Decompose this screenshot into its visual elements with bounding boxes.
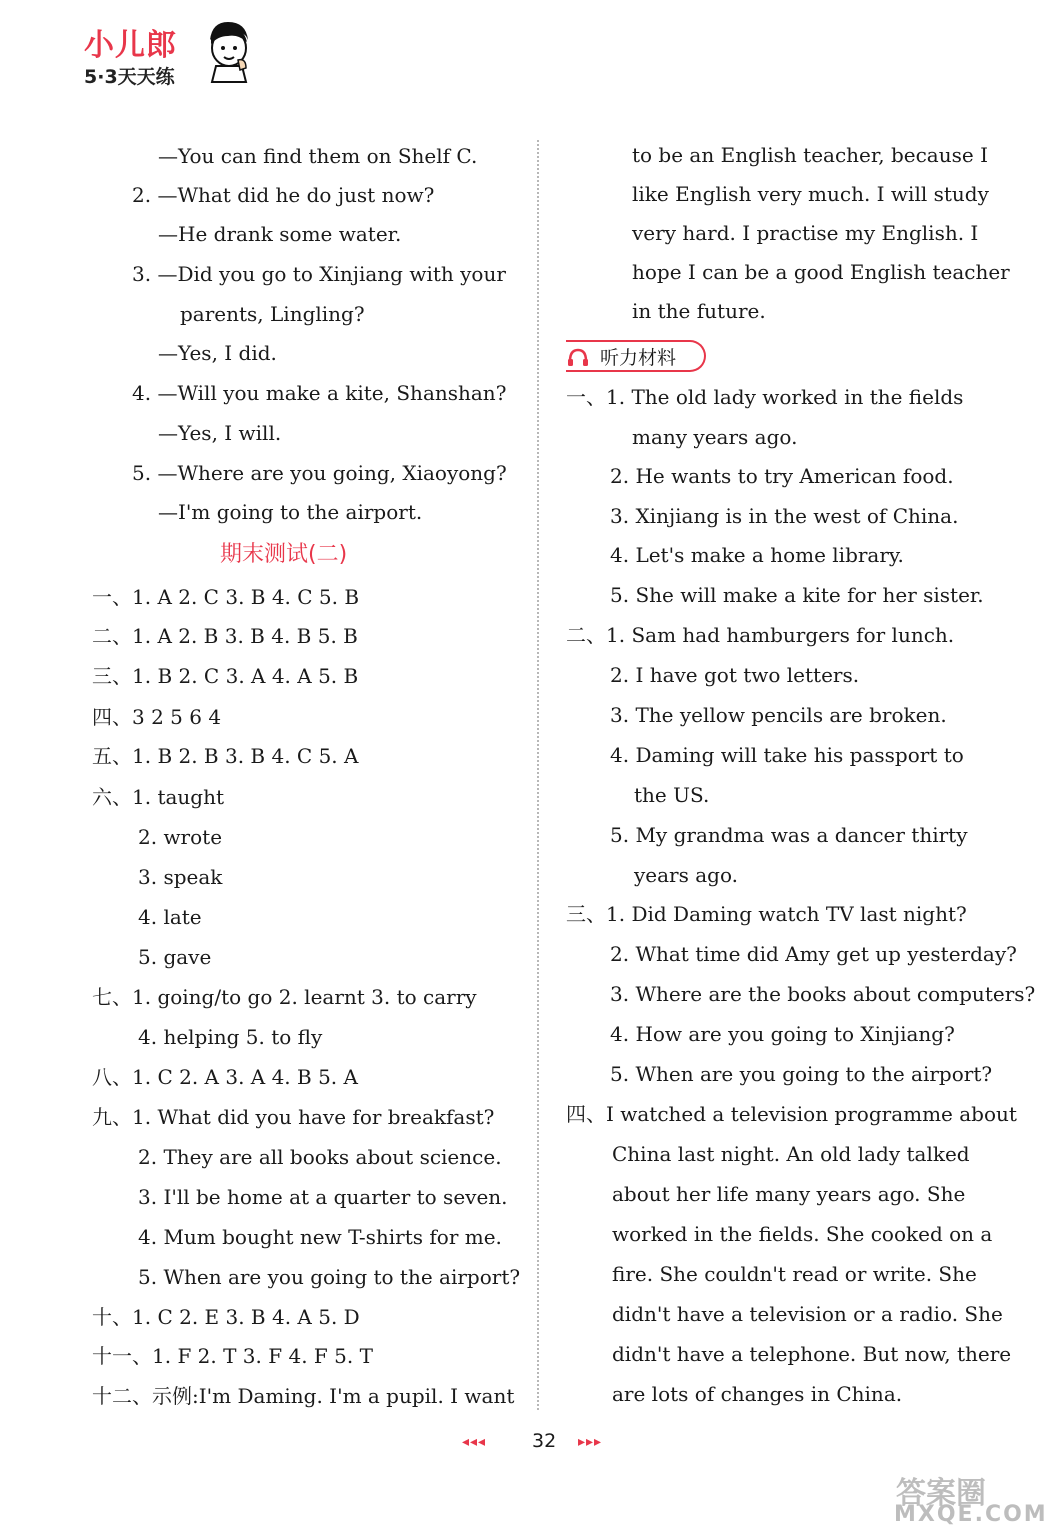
- listening-line: 一、1. The old lady worked in the fields: [566, 385, 964, 409]
- arrow-right-icon: ▸▸▸: [578, 1434, 603, 1450]
- listening-line: 2. What time did Amy get up yesterday?: [610, 942, 1017, 966]
- answer-line: 二、1. A 2. B 3. B 4. B 5. B: [92, 624, 358, 648]
- listening-line: worked in the fields. She cooked on a: [612, 1222, 993, 1246]
- answer-line: 4. late: [138, 905, 202, 929]
- listening-line: 5. When are you going to the airport?: [610, 1062, 993, 1086]
- left-line: —You can find them on Shelf C.: [158, 144, 478, 168]
- listening-line: about her life many years ago. She: [612, 1182, 966, 1206]
- boy-mascot-icon: [202, 18, 254, 84]
- page-number: 32: [532, 1430, 557, 1452]
- section-title: 期末测试(二): [220, 542, 348, 567]
- headphones-icon: [566, 347, 590, 367]
- answer-line: 三、1. B 2. C 3. A 4. A 5. B: [92, 664, 359, 688]
- right-line: very hard. I practise my English. I: [632, 221, 979, 245]
- answer-line: 3. speak: [138, 865, 223, 889]
- watermark-url: MXQE.COM: [894, 1502, 1048, 1527]
- left-line: —He drank some water.: [158, 222, 402, 246]
- answer-line: 3. I'll be home at a quarter to seven.: [138, 1185, 508, 1209]
- listening-line: 3. Xinjiang is in the west of China.: [610, 504, 959, 528]
- left-line: —Yes, I did.: [158, 341, 277, 365]
- answer-line: 十二、示例:I'm Daming. I'm a pupil. I want: [92, 1384, 515, 1408]
- listening-line: 4. Let's make a home library.: [610, 543, 904, 567]
- answer-line: 2. wrote: [138, 825, 223, 849]
- listening-line: 4. How are you going to Xinjiang?: [610, 1022, 955, 1046]
- listening-material-label: 听力材料: [600, 347, 677, 369]
- answer-line: 八、1. C 2. A 3. A 4. B 5. A: [92, 1065, 358, 1089]
- listening-line: 3. Where are the books about computers?: [610, 982, 1036, 1006]
- listening-line: 2. He wants to try American food.: [610, 464, 954, 488]
- answer-line: 一、1. A 2. C 3. B 4. C 5. B: [92, 585, 360, 609]
- right-line: hope I can be a good English teacher: [632, 260, 1010, 284]
- right-line: in the future.: [632, 299, 766, 323]
- page-footer: [0, 1430, 1059, 1454]
- watermark-logo: [890, 1468, 1050, 1532]
- listening-line: 三、1. Did Daming watch TV last night?: [566, 902, 967, 926]
- brand-logo: [84, 18, 254, 88]
- answer-line: 2. They are all books about science.: [138, 1145, 502, 1169]
- left-line: —I'm going to the airport.: [158, 500, 423, 524]
- listening-line: 5. My grandma was a dancer thirty: [610, 823, 968, 847]
- listening-line: 5. She will make a kite for her sister.: [610, 583, 984, 607]
- listening-line: didn't have a telephone. But now, there: [612, 1342, 1012, 1366]
- answer-line: 4. Mum bought new T-shirts for me.: [138, 1225, 502, 1249]
- answer-line: 七、1. going/to go 2. learnt 3. to carry: [92, 985, 477, 1009]
- left-line: 2. —What did he do just now?: [132, 183, 435, 207]
- listening-line: 4. Daming will take his passport to: [610, 743, 964, 767]
- answer-line: 5. gave: [138, 945, 212, 969]
- listening-line: 3. The yellow pencils are broken.: [610, 703, 947, 727]
- series-title: 5·3天天练: [84, 66, 175, 88]
- watermark-cn: 答案圈: [896, 1476, 986, 1511]
- answer-line: 九、1. What did you have for breakfast?: [92, 1105, 495, 1129]
- answer-line: 六、1. taught: [92, 785, 225, 809]
- left-line: 4. —Will you make a kite, Shanshan?: [132, 381, 507, 405]
- listening-line: are lots of changes in China.: [612, 1382, 903, 1406]
- listening-material-tag: [566, 340, 706, 372]
- column-divider: [537, 140, 539, 1410]
- brand-title: 小儿郎: [84, 28, 177, 63]
- answer-line: 5. When are you going to the airport?: [138, 1265, 521, 1289]
- right-line: to be an English teacher, because I: [632, 143, 988, 167]
- left-line: parents, Lingling?: [180, 302, 365, 326]
- listening-line: 2. I have got two letters.: [610, 663, 860, 687]
- answer-line: 十、1. C 2. E 3. B 4. A 5. D: [92, 1305, 360, 1329]
- listening-line: the US.: [634, 783, 710, 807]
- listening-line: fire. She couldn't read or write. She: [612, 1262, 977, 1286]
- left-line: 5. —Where are you going, Xiaoyong?: [132, 461, 507, 485]
- listening-line: 二、1. Sam had hamburgers for lunch.: [566, 623, 955, 647]
- answer-line: 4. helping 5. to fly: [138, 1025, 323, 1049]
- listening-line: 四、I watched a television programme about: [566, 1102, 1017, 1126]
- answer-line: 四、3 2 5 6 4: [92, 705, 222, 729]
- listening-line: didn't have a television or a radio. She: [612, 1302, 1003, 1326]
- right-line: like English very much. I will study: [632, 182, 989, 206]
- listening-line: years ago.: [634, 863, 739, 887]
- listening-line: China last night. An old lady talked: [612, 1142, 970, 1166]
- arrow-left-icon: ◂◂◂: [462, 1434, 487, 1450]
- answer-line: 十一、1. F 2. T 3. F 4. F 5. T: [92, 1344, 373, 1368]
- left-line: —Yes, I will.: [158, 421, 282, 445]
- answer-line: 五、1. B 2. B 3. B 4. C 5. A: [92, 744, 359, 768]
- listening-line: many years ago.: [632, 425, 798, 449]
- left-line: 3. —Did you go to Xinjiang with your: [132, 262, 506, 286]
